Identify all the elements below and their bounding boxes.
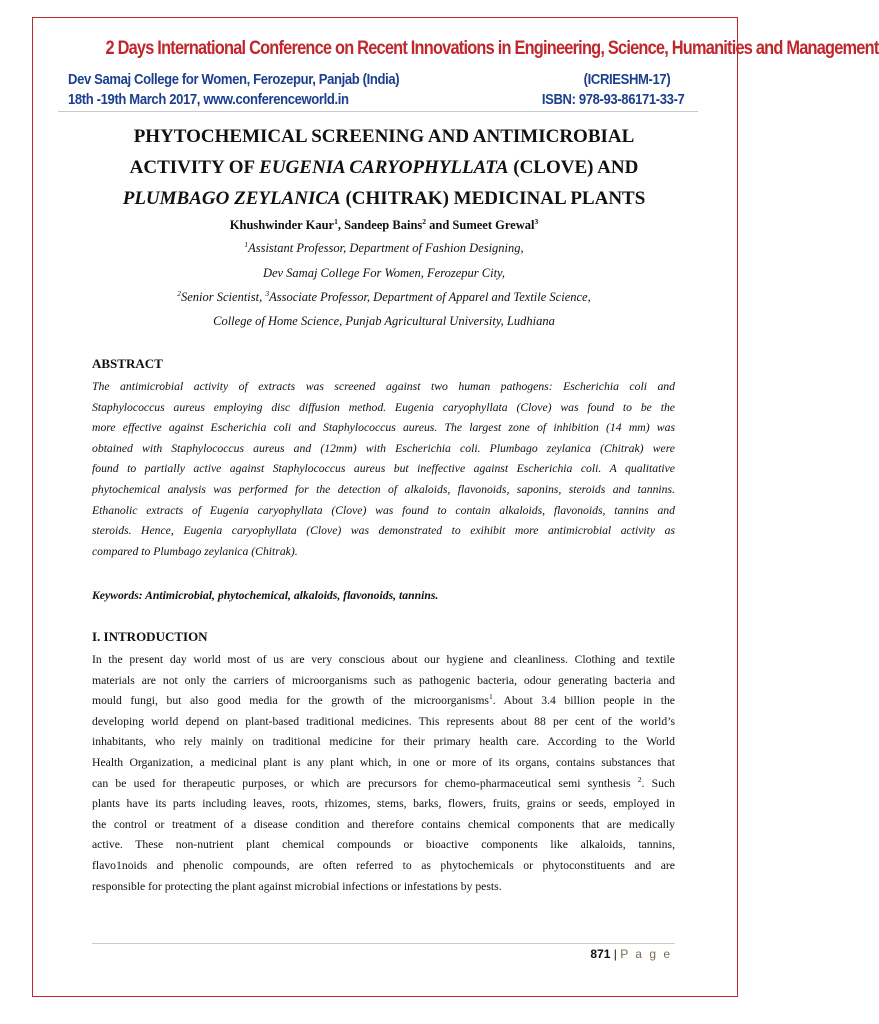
intro-line: In the present day world most of us are very conscious about our hygiene and cleanliness. Clothing and textile <box>92 653 675 666</box>
intro-line: responsible for protecting the plant against microbial infections or infestations by pests. <box>92 879 502 893</box>
intro-line: developing world depend on plant-based traditional medicines. This represents about 88 per cent of the world’s <box>92 714 675 728</box>
affiliation-line-4: College of Home Science, Punjab Agricultural University, Ludhiana <box>213 314 555 328</box>
footer-rule <box>92 943 675 944</box>
keywords: Keywords: Antimicrobial, phytochemical, alkaloids, flavonoids, tannins. <box>92 589 439 602</box>
affiliation-line-2: Dev Samaj College For Women, Ferozepur City, <box>262 266 506 280</box>
intro-line: active. These non-nutrient plant chemical compounds or bioactive components like alkaloids, tannins, <box>92 838 675 852</box>
conference-isbn: ISBN: 978-93-86171-33-7 <box>541 92 684 108</box>
conference-venue: Dev Samaj College for Women, Ferozepur, Panjab (India) <box>68 72 400 88</box>
abstract-heading: ABSTRACT <box>92 356 163 371</box>
title-line-3: PLUMBAGO ZEYLANICA (CHITRAK) MEDICINAL PLANTS <box>122 188 646 209</box>
conference-title: 2 Days International Conference on Recent Innovations in Engineering, Science, Humanities and Management <box>105 38 879 59</box>
abstract-line: phytochemical analysis was performed for the detection of alkaloids, flavonoids, saponins, steroids and tannins. <box>92 482 675 496</box>
introduction-heading: I. INTRODUCTION <box>92 629 208 644</box>
abstract-line: steroids. Hence, Eugenia caryophyllata (Clove) was demonstrated to exihibit more antimicrobial activity as <box>92 524 675 538</box>
intro-line: can be used for therapeutic purposes, or which are precursors for chemo-pharmaceutical semi synthesis $^2$. Such <box>92 774 675 790</box>
abstract-text <box>92 377 675 562</box>
conference-code: (ICRIESHM-17) <box>583 72 670 88</box>
intro-line: Health Organization, a medicinal plant is any plant which, in one or more of its organs, contains substances that <box>92 755 675 769</box>
introduction-text <box>92 650 675 897</box>
abstract-line: The antimicrobial activity of extracts was screened against two human pathogens: Escherichia coli and <box>92 380 675 393</box>
intro-line: mould fungi, but also good media for the growth of the microorganisms$^1$. About 3.4 billion people in the <box>92 692 675 708</box>
conference-dates: 18th -19th March 2017, www.conferenceworld.in <box>68 92 349 108</box>
intro-line: flavo1noids and phenolic compounds, are often referred to as phytochemicals or phytoconstituents and are <box>92 858 675 872</box>
intro-line: plants have its parts including leaves, roots, rhizomes, stems, barks, flowers, fruits, grains or seeds, employed in <box>92 797 675 811</box>
affiliation-line-1: $^1$Assistant Professor, Department of Fashion Designing, <box>244 239 524 255</box>
abstract-line: compared to Plumbago zeylanica (Chitrak). <box>92 544 298 558</box>
header-rule <box>58 111 698 112</box>
paper-title <box>60 121 708 214</box>
title-line-1: PHYTOCHEMICAL SCREENING AND ANTIMICROBIAL <box>133 126 635 147</box>
abstract-line: Staphylococcus aureus employing disc diffusion method. Eugenia caryophyllata (Clove) was found to be the <box>92 400 675 414</box>
intro-line: materials are not only the carriers of microorganisms such as pathogenic bacteria, odour generating bacteria and <box>92 673 675 687</box>
abstract-line: more effective against Escherichia coli and Staphylococcus aureus. The largest zone of inhibition (14 mm) was <box>92 421 675 435</box>
intro-line: inhabitants, who rely mainly on traditional medicine for their primary health care. According to the World <box>92 735 675 749</box>
intro-line: the control or treatment of a disease condition and therefore contains chemical components that are medically <box>92 817 675 831</box>
page-footer <box>590 947 672 961</box>
abstract-line: found to partially active against Staphylococcus aureus but ineffective against Escherichia coli. A qualitative <box>92 462 675 476</box>
title-line-2: ACTIVITY OF EUGENIA CARYOPHYLLATA (CLOVE) AND <box>129 157 639 178</box>
page-label: P a g e <box>620 947 672 961</box>
affiliation-line-3: $^2$Senior Scientist, $^3$Associate Professor, Department of Apparel and Textile Science, <box>177 288 591 304</box>
page-number: 871 <box>590 947 611 961</box>
abstract-line: Ethanolic extracts of Eugenia caryophyllata (Clove) was found to contain alkaloids, flavonoids, tannins and <box>92 503 675 517</box>
footer-separator: | <box>610 947 621 961</box>
abstract-line: obtained with Staphylococcus aureus and (12mm) with Escherichia coli. Plumbago zeylanica (Chitrak) were <box>92 441 675 455</box>
author-list: Khushwinder Kaur$^1$, Sandeep Bains$^2$ and Sumeet Grewal$^3$ <box>229 216 539 232</box>
